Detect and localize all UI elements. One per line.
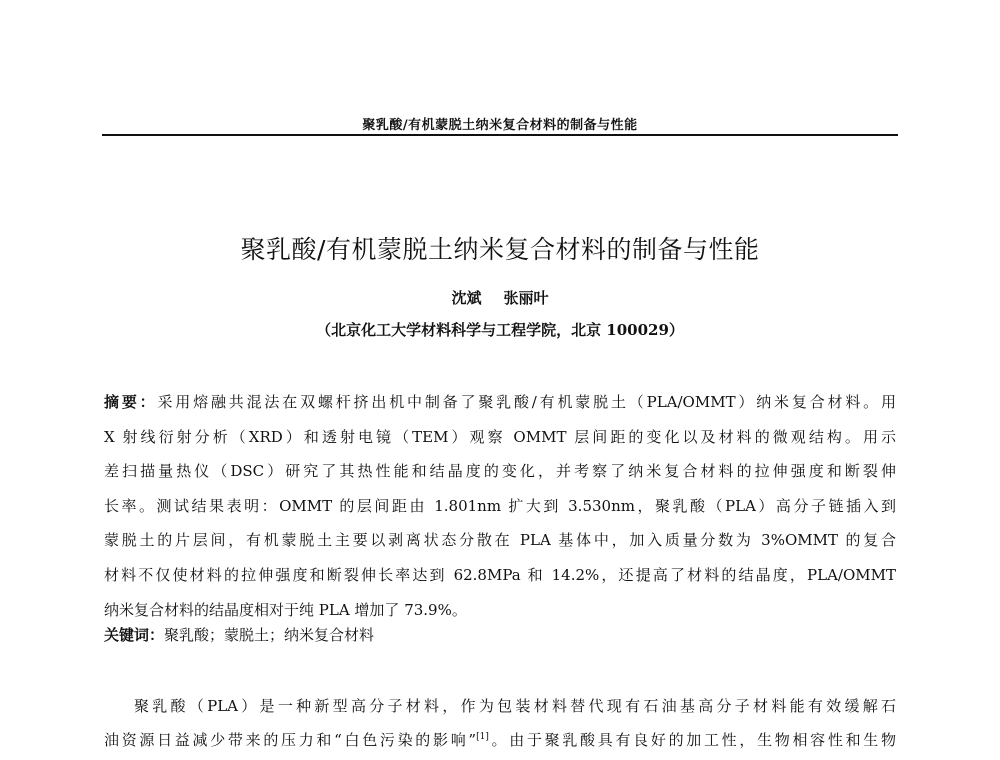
paper-title: 聚乳酸/有机蒙脱土纳米复合材料的制备与性能: [240, 235, 760, 264]
body-text-segment: 。由于聚乳酸具有良好的加工性，生物相容性和生物: [488, 731, 896, 749]
body-line: [104, 723, 896, 757]
abstract-line: 蒙脱土的片层间，有机蒙脱土主要以剥离状态分散在 PLA 基体中，加入质量分数为 3%OMMT 的复合: [104, 531, 896, 550]
abstract-line: 长率。测试结果表明：OMMT 的层间距由 1.801nm 扩大到 3.530nm，聚乳酸（PLA）高分子链插入到: [104, 496, 896, 515]
abstract: [104, 385, 896, 627]
keywords: [104, 624, 374, 645]
abstract-line: X 射线衍射分析（XRD）和透射电镜（TEM）观察 OMMT 层间距的变化以及材料的微观结构。用示: [104, 427, 896, 446]
header-rule: [102, 134, 898, 136]
author-list: [0, 287, 1000, 308]
body-text-segment: 油资源日益减少带来的压力和“白色污染的影响”: [104, 731, 477, 749]
abstract-line: 纳米复合材料的结晶度相对于纯 PLA 增加了 73.9%。: [104, 600, 467, 619]
author-name: 沈斌: [451, 289, 482, 307]
abstract-text: 采用熔融共混法在双螺杆挤出机中制备了聚乳酸/有机蒙脱土（PLA/OMMT）纳米复合材料。用: [157, 393, 896, 411]
keywords-text: 聚乳酸；蒙脱土；纳米复合材料: [164, 626, 375, 644]
body-paragraph: [104, 689, 896, 757]
abstract-line: 材料不仅使材料的拉伸强度和断裂伸长率达到 62.8MPa 和 14.2%，还提高了材料的结晶度，PLA/OMMT: [104, 565, 896, 584]
author-affiliation: （北京化工大学材料科学与工程学院，北京 100029）: [316, 321, 684, 339]
abstract-line: 差扫描量热仪（DSC）研究了其热性能和结晶度的变化，并考察了纳米复合材料的拉伸强度和断裂伸: [104, 462, 896, 481]
keywords-label: 关键词：: [104, 626, 165, 644]
abstract-label: 摘要：: [104, 393, 158, 411]
running-header: 聚乳酸/有机蒙脱土纳米复合材料的制备与性能: [362, 118, 638, 133]
citation-ref: [1]: [476, 732, 489, 742]
author-name: 张丽叶: [503, 289, 549, 307]
abstract-line: [104, 385, 896, 420]
body-line: 聚乳酸（PLA）是一种新型高分子材料，作为包装材料替代现有石油基高分子材料能有效缓解石: [134, 697, 896, 715]
